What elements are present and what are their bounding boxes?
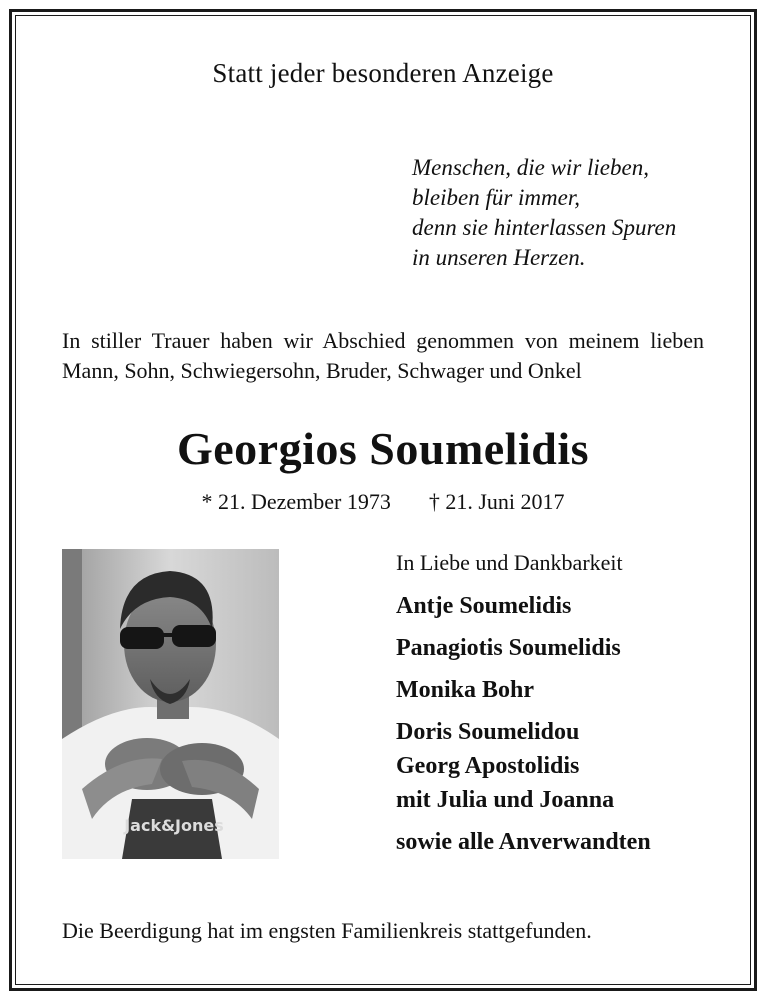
family-member: Panagiotis Soumelidis: [396, 635, 621, 661]
headline: Statt jeder besonderen Anzeige: [212, 58, 554, 88]
deceased-name: Georgios Soumelidis: [176, 423, 590, 474]
death-date: † 21. Juni 2017: [428, 489, 565, 514]
poem-line: bleiben für immer,: [412, 185, 581, 210]
family-member: mit Julia und Joanna: [396, 787, 615, 813]
poem-line: denn sie hinterlassen Spuren: [412, 215, 677, 240]
portrait-photo: [62, 549, 279, 859]
poem-line: Menschen, die wir lieben,: [412, 155, 649, 180]
family-member: sowie alle Anverwandten: [396, 829, 651, 855]
intro-text: In stiller Trauer haben wir Abschied genommen von meinem lieben Mann, Sohn, Schwiegersohn, Bruder, Schwager und Onkel: [62, 328, 704, 383]
poem: [412, 153, 676, 273]
life-dates: [0, 489, 766, 515]
family-member: Georg Apostolidis: [396, 753, 580, 779]
farewell-line: In Liebe und Dankbarkeit: [396, 550, 623, 575]
family-member: Doris Soumelidou: [396, 719, 580, 745]
funeral-note: Die Beerdigung hat im engsten Familienkreis stattgefunden.: [62, 918, 592, 943]
poem-line: in unseren Herzen.: [412, 245, 586, 270]
birth-date: * 21. Dezember 1973: [201, 489, 391, 514]
family-member: Monika Bohr: [396, 677, 535, 703]
shirt-print: Jack&Jones: [124, 816, 224, 835]
family-member: Antje Soumelidis: [396, 593, 572, 619]
